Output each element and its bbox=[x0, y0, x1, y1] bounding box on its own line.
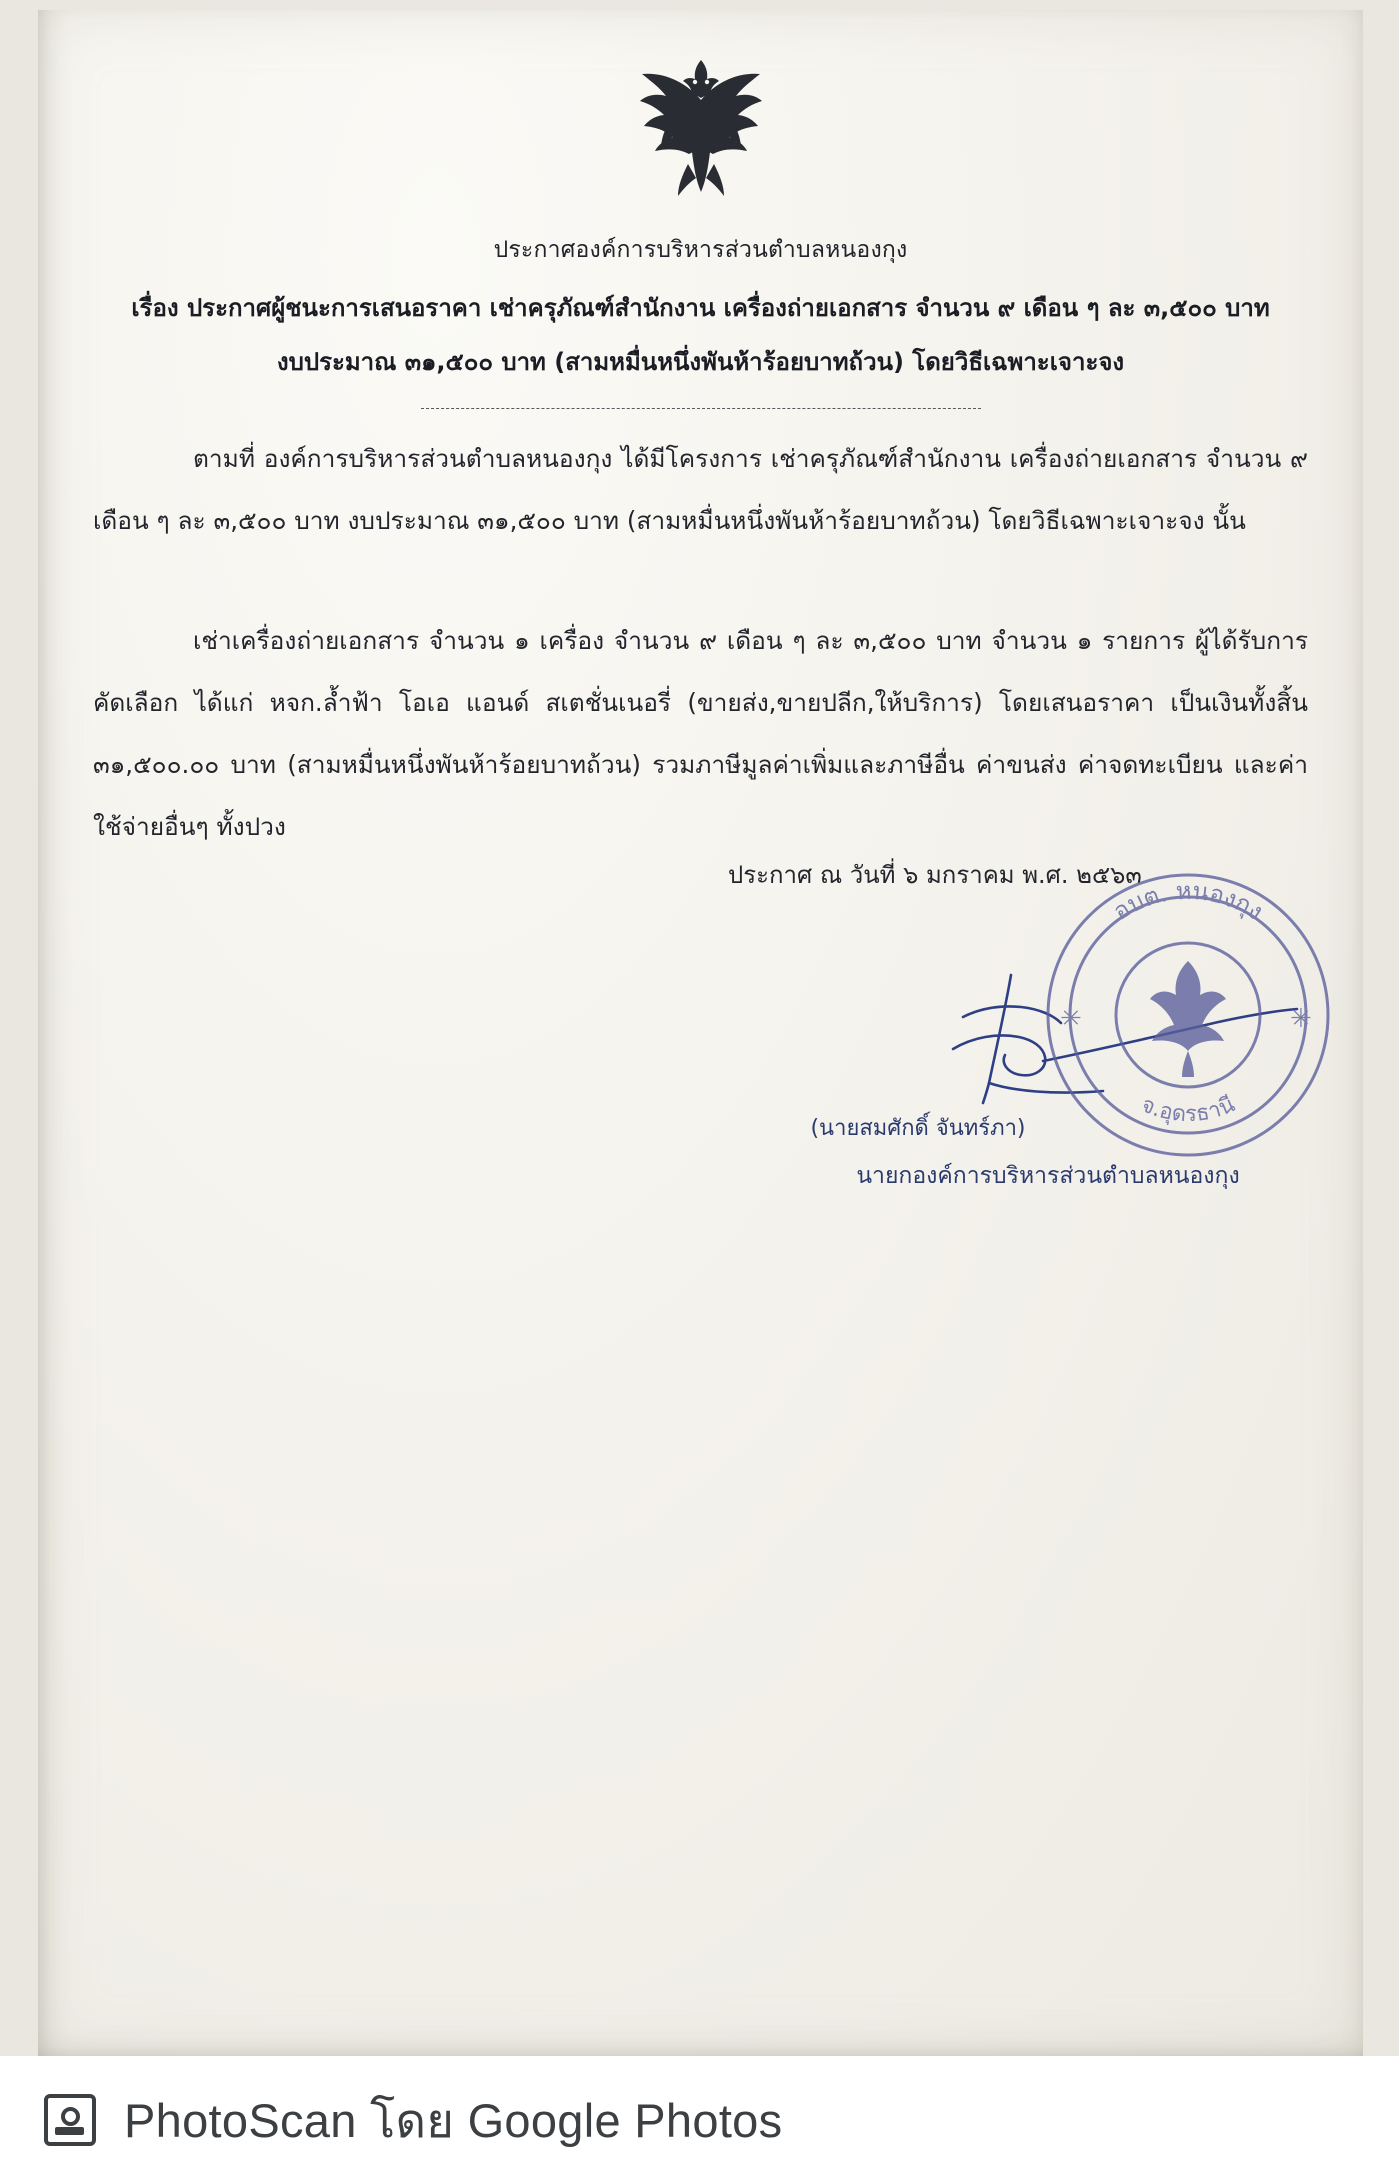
document-page bbox=[38, 10, 1363, 2056]
subject-text-1: ประกาศผู้ชนะการเสนอราคา เช่าครุภัณฑ์สำนักงาน เครื่องถ่ายเอกสาร จำนวน ๙ เดือน ๆ ละ ๓,๕๐๐ บาท bbox=[186, 294, 1270, 322]
garuda-emblem bbox=[626, 52, 776, 202]
signer-name: (นายสมศักดิ์ จันทร์ภา) bbox=[810, 1116, 1026, 1141]
signer-title: นายกองค์การบริหารส่วนตำบลหนองกุง bbox=[856, 1163, 1240, 1189]
announcement-date: ประกาศ ณ วันที่ ๖ มกราคม พ.ศ. ๒๕๖๓ bbox=[728, 861, 1142, 889]
document-header: ประกาศองค์การบริหารส่วนตำบลหนองกุง bbox=[493, 237, 908, 263]
paragraph-2 bbox=[93, 610, 1308, 858]
paragraph-1-text: ตามที่ องค์การบริหารส่วนตำบลหนองกุง ได้มีโครงการ เช่าครุภัณฑ์สำนักงาน เครื่องถ่ายเอกสาร จำนวน ๙ เดือน ๆ ละ ๓,๕๐๐ บาท งบประมาณ ๓๑,๕๐๐ บาท (สามหมื่นหนึ่งพันห้าร้อยบาทถ้วน) โดยวิธีเฉพาะเจาะจง นั้น bbox=[93, 444, 1308, 535]
subject-line-2: งบประมาณ ๓๑,๕๐๐ บาท (สามหมื่นหนึ่งพันห้าร้อยบาทถ้วน) โดยวิธีเฉพาะเจาะจง bbox=[276, 348, 1125, 376]
camera-base-shape bbox=[55, 2127, 84, 2135]
divider-rule bbox=[421, 408, 981, 409]
photoscan-label: PhotoScan โดย Google Photos bbox=[124, 2093, 783, 2147]
camera-lens-shape bbox=[61, 2107, 80, 2126]
subject-label: เรื่อง bbox=[131, 294, 179, 322]
svg-text:จ.อุดรธานี: จ.อุดรธานี bbox=[1137, 1092, 1239, 1128]
subject-line-1 bbox=[131, 288, 1269, 327]
official-seal bbox=[1038, 865, 1338, 1165]
svg-text:✳: ✳ bbox=[1060, 1004, 1082, 1034]
photoscan-footer bbox=[0, 2056, 1399, 2184]
photoscan-camera-icon bbox=[44, 2094, 96, 2146]
paragraph-2-text: เช่าเครื่องถ่ายเอกสาร จำนวน ๑ เครื่อง จำนวน ๙ เดือน ๆ ละ ๓,๕๐๐ บาท จำนวน ๑ รายการ ผู้ได้รับการคัดเลือก ได้แก่ หจก.ล้ำฟ้า โอเอ แอนด์ สเตชั่นเนอรี่ (ขายส่ง,ขายปลีก,ให้บริการ) โดยเสนอราคา เป็นเงินทั้งสิ้น ๓๑,๕๐๐.๐๐ บาท (สามหมื่นหนึ่งพันห้าร้อยบาทถ้วน) รวมภาษีมูลค่าเพิ่มและภาษีอื่น ค่าขนส่ง ค่าจดทะเบียน และค่าใช้จ่ายอื่นๆ ทั้งปวง bbox=[93, 626, 1308, 841]
paragraph-1 bbox=[93, 428, 1308, 552]
svg-text:✳: ✳ bbox=[1290, 1004, 1312, 1034]
svg-text:อบต. หนองกุง: อบต. หนองกุง bbox=[1108, 876, 1269, 926]
handwritten-signature bbox=[893, 965, 1313, 1115]
